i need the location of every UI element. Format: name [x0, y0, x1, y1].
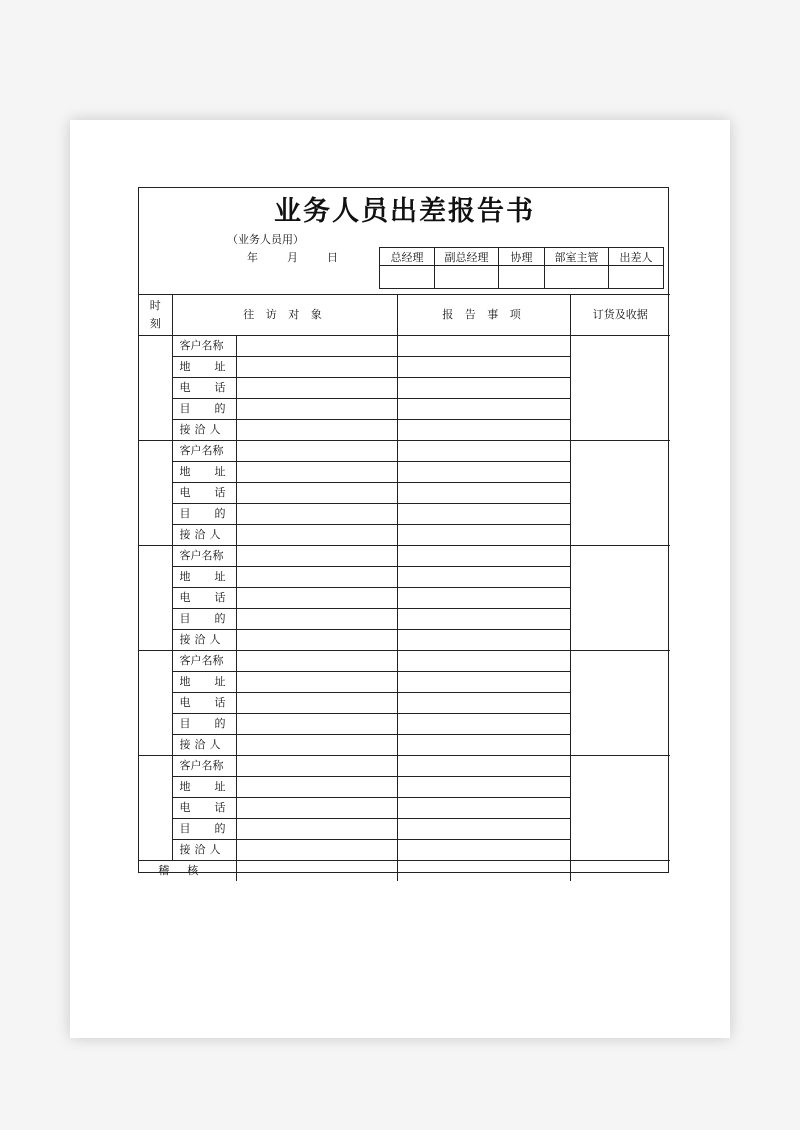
field-label: 目 的: [172, 714, 236, 735]
report-cell[interactable]: [397, 567, 570, 588]
orders-cell[interactable]: [570, 546, 670, 651]
field-label: 目 的: [172, 819, 236, 840]
report-cell[interactable]: [397, 672, 570, 693]
approval-header: 协理: [499, 248, 545, 266]
visit-value-cell[interactable]: [236, 483, 397, 504]
orders-cell[interactable]: [570, 651, 670, 756]
field-label: 接洽人: [172, 840, 236, 861]
approval-sign-cell[interactable]: [435, 266, 499, 289]
visit-row: [139, 651, 670, 672]
visit-value-cell[interactable]: [236, 357, 397, 378]
travel-report-form: [138, 187, 669, 877]
page-title: 业务人员出差报告书: [274, 196, 535, 227]
date-year-label: 年: [247, 251, 258, 264]
field-label: 客户名称: [172, 441, 236, 462]
review-row: [139, 861, 670, 882]
date-row: [247, 250, 338, 266]
visit-value-cell[interactable]: [236, 819, 397, 840]
report-column-header: 报 告 事 项: [397, 295, 570, 336]
review-report-cell[interactable]: [397, 861, 570, 882]
date-day-label: 日: [327, 251, 338, 264]
date-month-label: 月: [287, 251, 298, 264]
report-cell[interactable]: [397, 693, 570, 714]
report-cell[interactable]: [397, 420, 570, 441]
report-cell[interactable]: [397, 462, 570, 483]
field-label: 电 话: [172, 378, 236, 399]
field-label: 接洽人: [172, 630, 236, 651]
form-header: [139, 188, 670, 295]
report-cell[interactable]: [397, 714, 570, 735]
time-cell[interactable]: [139, 441, 172, 546]
field-label: 地 址: [172, 672, 236, 693]
field-label: 客户名称: [172, 336, 236, 357]
report-cell[interactable]: [397, 525, 570, 546]
report-cell[interactable]: [397, 336, 570, 357]
visit-value-cell[interactable]: [236, 588, 397, 609]
field-label: 接洽人: [172, 525, 236, 546]
visit-value-cell[interactable]: [236, 420, 397, 441]
approval-header: 出差人: [609, 248, 664, 266]
report-cell[interactable]: [397, 483, 570, 504]
field-label: 电 话: [172, 798, 236, 819]
report-cell[interactable]: [397, 651, 570, 672]
field-label: 地 址: [172, 777, 236, 798]
visit-value-cell[interactable]: [236, 735, 397, 756]
visit-value-cell[interactable]: [236, 378, 397, 399]
column-header-row: [139, 295, 670, 336]
field-label: 接洽人: [172, 735, 236, 756]
report-cell[interactable]: [397, 441, 570, 462]
visit-value-cell[interactable]: [236, 777, 397, 798]
time-cell[interactable]: [139, 651, 172, 756]
visit-value-cell[interactable]: [236, 714, 397, 735]
report-cell[interactable]: [397, 777, 570, 798]
approval-sign-cell[interactable]: [499, 266, 545, 289]
visit-value-cell[interactable]: [236, 567, 397, 588]
field-label: 客户名称: [172, 756, 236, 777]
field-label: 电 话: [172, 693, 236, 714]
field-label: 电 话: [172, 483, 236, 504]
visit-row: [139, 756, 670, 777]
review-label: 稽核: [139, 861, 236, 882]
field-label: 地 址: [172, 357, 236, 378]
report-cell[interactable]: [397, 798, 570, 819]
report-cell[interactable]: [397, 378, 570, 399]
report-cell[interactable]: [397, 546, 570, 567]
orders-cell[interactable]: [570, 441, 670, 546]
report-cell[interactable]: [397, 819, 570, 840]
report-cell[interactable]: [397, 630, 570, 651]
field-label: 目 的: [172, 504, 236, 525]
field-label: 地 址: [172, 567, 236, 588]
time-cell[interactable]: [139, 336, 172, 441]
visit-value-cell[interactable]: [236, 756, 397, 777]
visit-value-cell[interactable]: [236, 798, 397, 819]
visit-value-cell[interactable]: [236, 441, 397, 462]
review-orders-cell[interactable]: [570, 861, 670, 882]
time-column-header: 时 刻: [139, 295, 172, 336]
field-label: 地 址: [172, 462, 236, 483]
visit-value-cell[interactable]: [236, 525, 397, 546]
orders-column-header: 订货及收据: [570, 295, 670, 336]
visit-value-cell[interactable]: [236, 672, 397, 693]
approval-header: 副总经理: [435, 248, 499, 266]
report-cell[interactable]: [397, 357, 570, 378]
field-label: 目 的: [172, 609, 236, 630]
visit-value-cell[interactable]: [236, 399, 397, 420]
report-grid: [139, 295, 670, 881]
visit-value-cell[interactable]: [236, 840, 397, 861]
orders-cell[interactable]: [570, 756, 670, 861]
visit-value-cell[interactable]: [236, 504, 397, 525]
visit-row: [139, 336, 670, 357]
approval-header: 总经理: [380, 248, 435, 266]
visit-value-cell[interactable]: [236, 546, 397, 567]
field-label: 电 话: [172, 588, 236, 609]
visit-value-cell[interactable]: [236, 651, 397, 672]
field-label: 目 的: [172, 399, 236, 420]
orders-cell[interactable]: [570, 336, 670, 441]
field-label: 客户名称: [172, 651, 236, 672]
visit-row: [139, 441, 670, 462]
approval-header: 部室主管: [545, 248, 609, 266]
approval-table: [379, 247, 664, 289]
visit-column-header: 往 访 对 象: [172, 295, 397, 336]
report-cell[interactable]: [397, 756, 570, 777]
report-cell[interactable]: [397, 609, 570, 630]
report-cell[interactable]: [397, 504, 570, 525]
visit-row: [139, 546, 670, 567]
visit-value-cell[interactable]: [236, 462, 397, 483]
report-cell[interactable]: [397, 588, 570, 609]
visit-value-cell[interactable]: [236, 630, 397, 651]
report-cell[interactable]: [397, 735, 570, 756]
visit-value-cell[interactable]: [236, 693, 397, 714]
report-cell[interactable]: [397, 399, 570, 420]
review-visit-cell[interactable]: [236, 861, 397, 882]
field-label: 接洽人: [172, 420, 236, 441]
visit-value-cell[interactable]: [236, 336, 397, 357]
approval-sign-cell[interactable]: [380, 266, 435, 289]
form-subtitle: （业务人员用）: [227, 233, 304, 246]
report-cell[interactable]: [397, 840, 570, 861]
approval-sign-cell[interactable]: [609, 266, 664, 289]
time-cell[interactable]: [139, 756, 172, 861]
field-label: 客户名称: [172, 546, 236, 567]
time-cell[interactable]: [139, 546, 172, 651]
visit-value-cell[interactable]: [236, 609, 397, 630]
approval-sign-cell[interactable]: [545, 266, 609, 289]
